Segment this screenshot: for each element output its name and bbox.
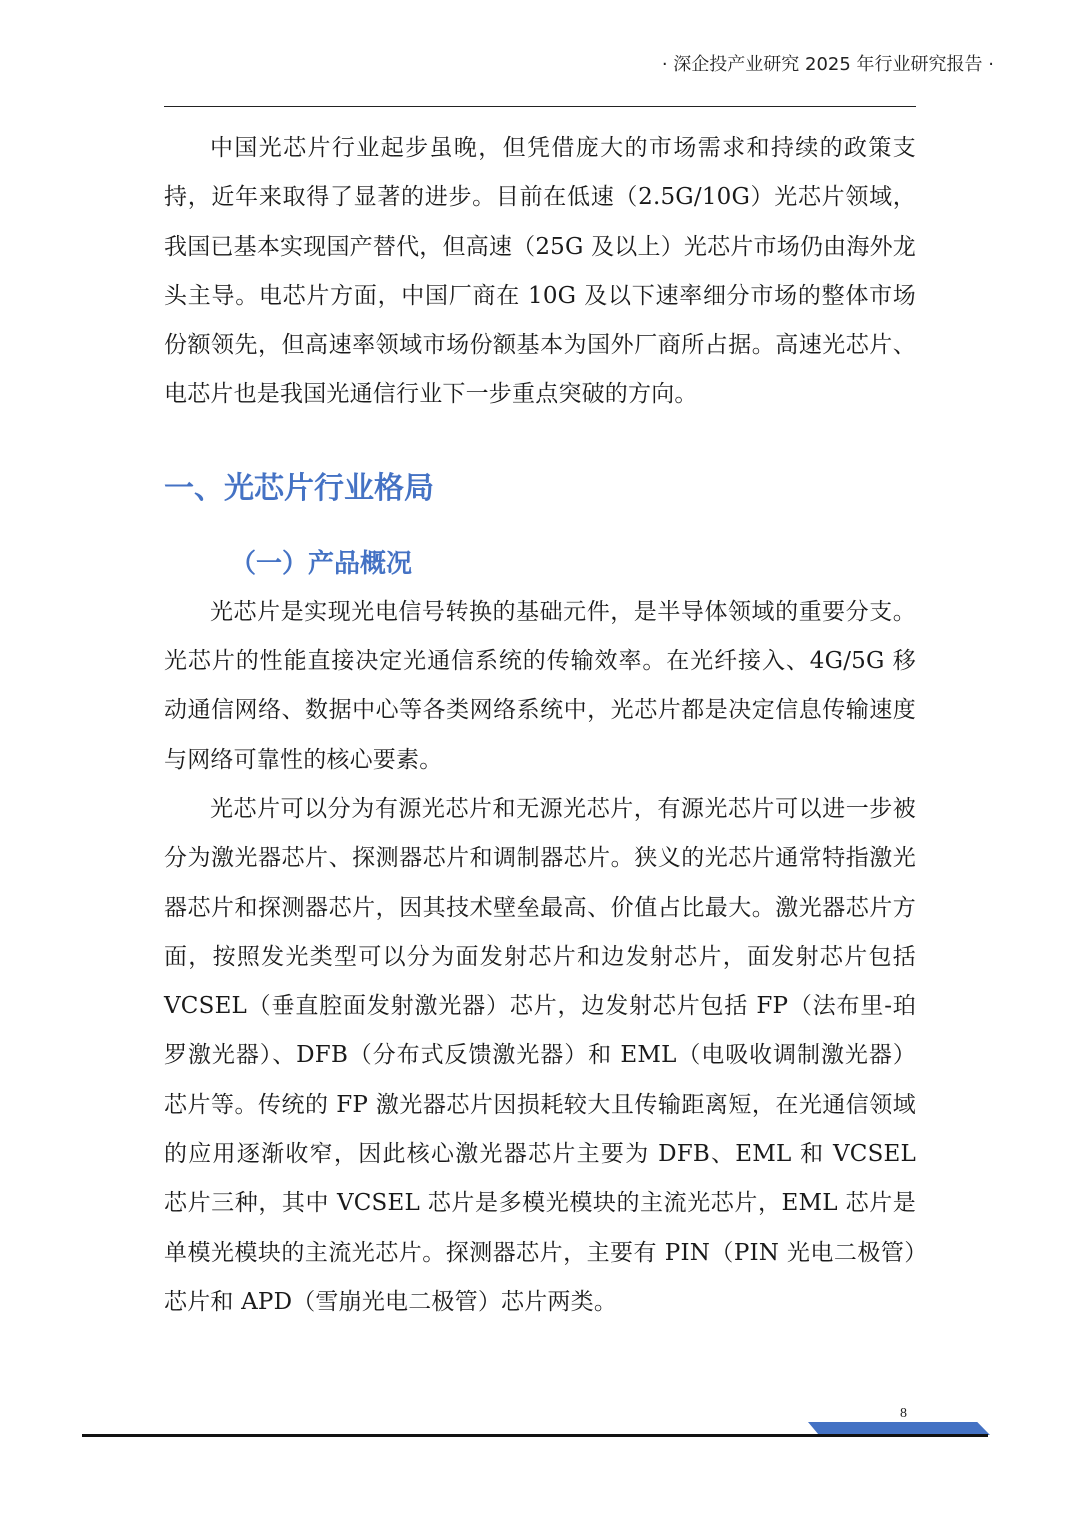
footer-divider [82, 1434, 988, 1437]
body-paragraph-2: 光芯片可以分为有源光芯片和无源光芯片，有源光芯片可以进一步被分为激光器芯片、探测器芯片和调制器芯片。狭义的光芯片通常特指激光器芯片和探测器芯片，因其技术壁垒最高、价值占比最大。激光器芯片方面，按照发光类型可以分为面发射芯片和边发射芯片，面发射芯片包括 VCSEL（垂直腔面发射激光器）芯片，边发射芯片包括 FP（法布里-珀罗激光器）、DFB（分布式反馈激光器）和 EML（电吸收调制激光器）芯片等。传统的 FP 激光器芯片因损耗较大且传输距离短，在光通信领域的应用逐渐收窄，因此核心激光器芯片主要为 DFB、EML 和 VCSEL 芯片三种，其中 VCSEL 芯片是多模光模块的主流光芯片，EML 芯片是单模光模块的主流光芯片。探测器芯片，主要有 PIN（PIN 光电二极管）芯片和 APD（雪崩光电二极管）芯片两类。 [164, 795, 916, 1315]
page-content [164, 124, 916, 1327]
body-paragraph-1: 光芯片是实现光电信号转换的基础元件，是半导体领域的重要分支。光芯片的性能直接决定光通信系统的传输效率。在光纤接入、4G/5G 移动通信网络、数据中心等各类网络系统中，光芯片都是决定信息传输速度与网络可靠性的核心要素。 [164, 598, 916, 773]
running-header: · 深企投产业研究 2025 年行业研究报告 · [661, 54, 994, 75]
subsection-heading: （一）产品概况 [230, 548, 413, 579]
section-heading: 一、光芯片行业格局 [164, 470, 434, 506]
page-number: 8 [900, 1406, 907, 1421]
intro-paragraph: 中国光芯片行业起步虽晚，但凭借庞大的市场需求和持续的政策支持，近年来取得了显著的进步。目前在低速（2.5G/10G）光芯片领域，我国已基本实现国产替代，但高速（25G 及以上）光芯片市场仍由海外龙头主导。电芯片方面，中国厂商在 10G 及以下速率细分市场的整体市场份额领先，但高速率领域市场份额基本为国外厂商所占据。高速光芯片、电芯片也是我国光通信行业下一步重点突破的方向。 [164, 135, 916, 408]
header-divider [164, 106, 916, 107]
